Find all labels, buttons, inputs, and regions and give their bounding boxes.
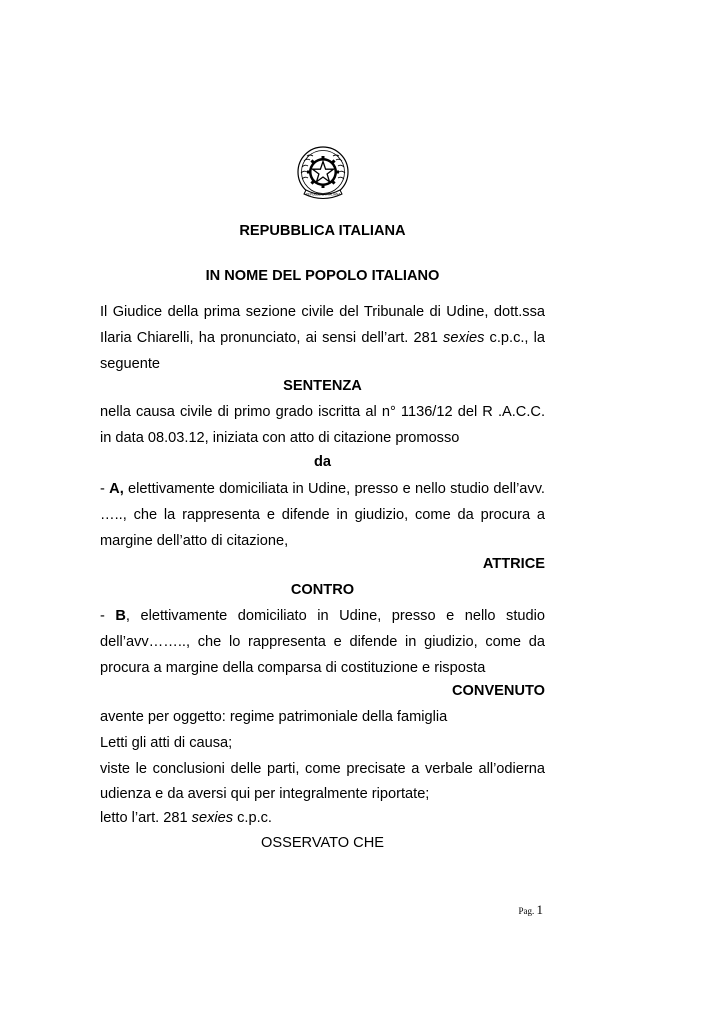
convenuto-line-2: dell’avv…….., che lo rappresenta e difende in giudizio, come da (100, 634, 545, 650)
oggetto-line: avente per oggetto: regime patrimoniale della famiglia (100, 709, 448, 725)
intro-line-3: seguente (100, 356, 161, 372)
attrice-line-2: ….., che la rappresenta e difende in giudizio, come da procura a (100, 507, 545, 523)
convenuto-line-3: procura a margine della comparsa di costituzione e risposta (100, 660, 486, 676)
page-title: REPUBBLICA ITALIANA (239, 223, 406, 239)
causa-line-1: nella causa civile di primo grado iscritta al n° 1136/12 del R .A.C.C. (100, 404, 545, 420)
contro-heading: CONTRO (290, 582, 355, 598)
letto-line: letto l’art. 281 sexies c.p.c. (100, 810, 272, 826)
svg-text:REPUBBLICA ITALIANA: REPUBBLICA ITALIANA (305, 192, 341, 197)
sentenza-heading: SENTENZA (283, 378, 362, 394)
causa-line-2: in data 08.03.12, iniziata con atto di citazione promosso (100, 430, 460, 446)
da-heading: da (313, 454, 332, 470)
viste-line-1: viste le conclusioni delle parti, come precisate a verbale all’odierna (100, 761, 545, 777)
intro-line-1: Il Giudice della prima sezione civile del Tribunale di Udine, dott.ssa (100, 304, 545, 320)
page-number: Pag. 1 (518, 902, 543, 917)
italian-republic-emblem-icon (296, 145, 350, 201)
viste-line-2: udienza e da aversi qui per integralmente riportate; (100, 786, 430, 802)
attrice-line-1: - A, elettivamente domiciliata in Udine, presso e nello studio dell’avv. (100, 481, 545, 497)
intro-line-2: Ilaria Chiarelli, ha pronunciato, ai sensi dell’art. 281 sexies c.p.c., la (100, 330, 546, 346)
attrice-line-3: margine dell’atto di citazione, (100, 533, 289, 549)
letti-line: Letti gli atti di causa; (100, 735, 233, 751)
convenuto-role: CONVENUTO (452, 683, 545, 699)
page-subtitle: IN NOME DEL POPOLO ITALIANO (205, 268, 440, 284)
osservato-heading: OSSERVATO CHE (261, 835, 384, 851)
convenuto-line-1: - B, elettivamente domiciliato in Udine, presso e nello studio (100, 608, 545, 624)
attrice-role: ATTRICE (482, 556, 545, 572)
